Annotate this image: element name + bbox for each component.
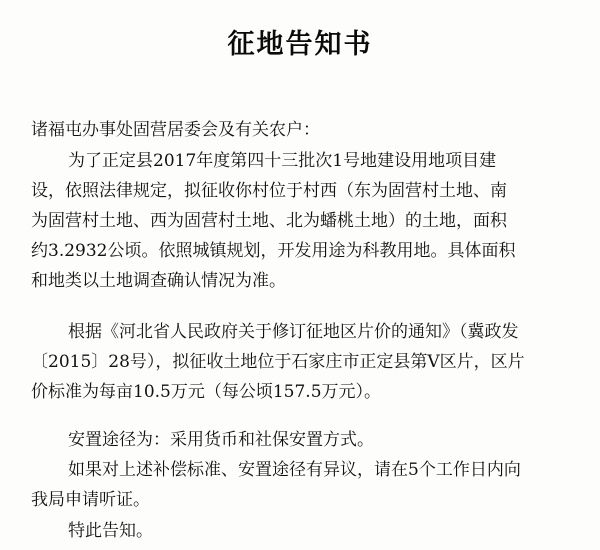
paragraph-line: 为了正定县2017年度第四十三批次1号地建设用地项目建 [68,151,497,171]
paragraph-compensation-standard [31,317,579,407]
document-title: 征地告知书 [227,29,373,60]
paragraph-resettlement [31,425,579,455]
paragraph-line: 和地类以土地调查确认情况为准。 [31,271,286,291]
paragraph-line: 〔2015〕28号），拟征收土地位于石家庄市正定县第Ⅴ区片，区片 [31,352,525,372]
paragraph-closing [31,516,579,546]
paragraph-line: 根据《河北省人民政府关于修订征地区片价的通知》（冀政发 [68,322,519,342]
paragraph-line: 特此告知。 [68,521,153,541]
paragraph-line: 约3.2932公顷。依照城镇规划，开发用途为科教用地。具体面积 [31,241,516,261]
paragraph-hearing [31,455,579,515]
paragraph-project-info [31,146,579,296]
paragraph-line: 为固营村土地、西为固营村土地、北为蟠桃土地）的土地，面积 [31,211,507,231]
paragraph-line: 安置途径为：采用货币和社保安置方式。 [68,430,374,450]
paragraph-line: 设，依照法律规定，拟征收你村位于村西（东为固营村土地、南 [31,181,507,201]
paragraph-line: 价标准为每亩10.5万元（每公顷157.5万元）。 [31,382,382,402]
paragraph-line: 如果对上述补偿标准、安置途径有异议，请在5个工作日内向 [68,460,521,480]
paragraph-line: 我局申请听证。 [31,490,150,510]
addressee-line: 诸福屯办事处固营居委会及有关农户： [31,120,320,140]
